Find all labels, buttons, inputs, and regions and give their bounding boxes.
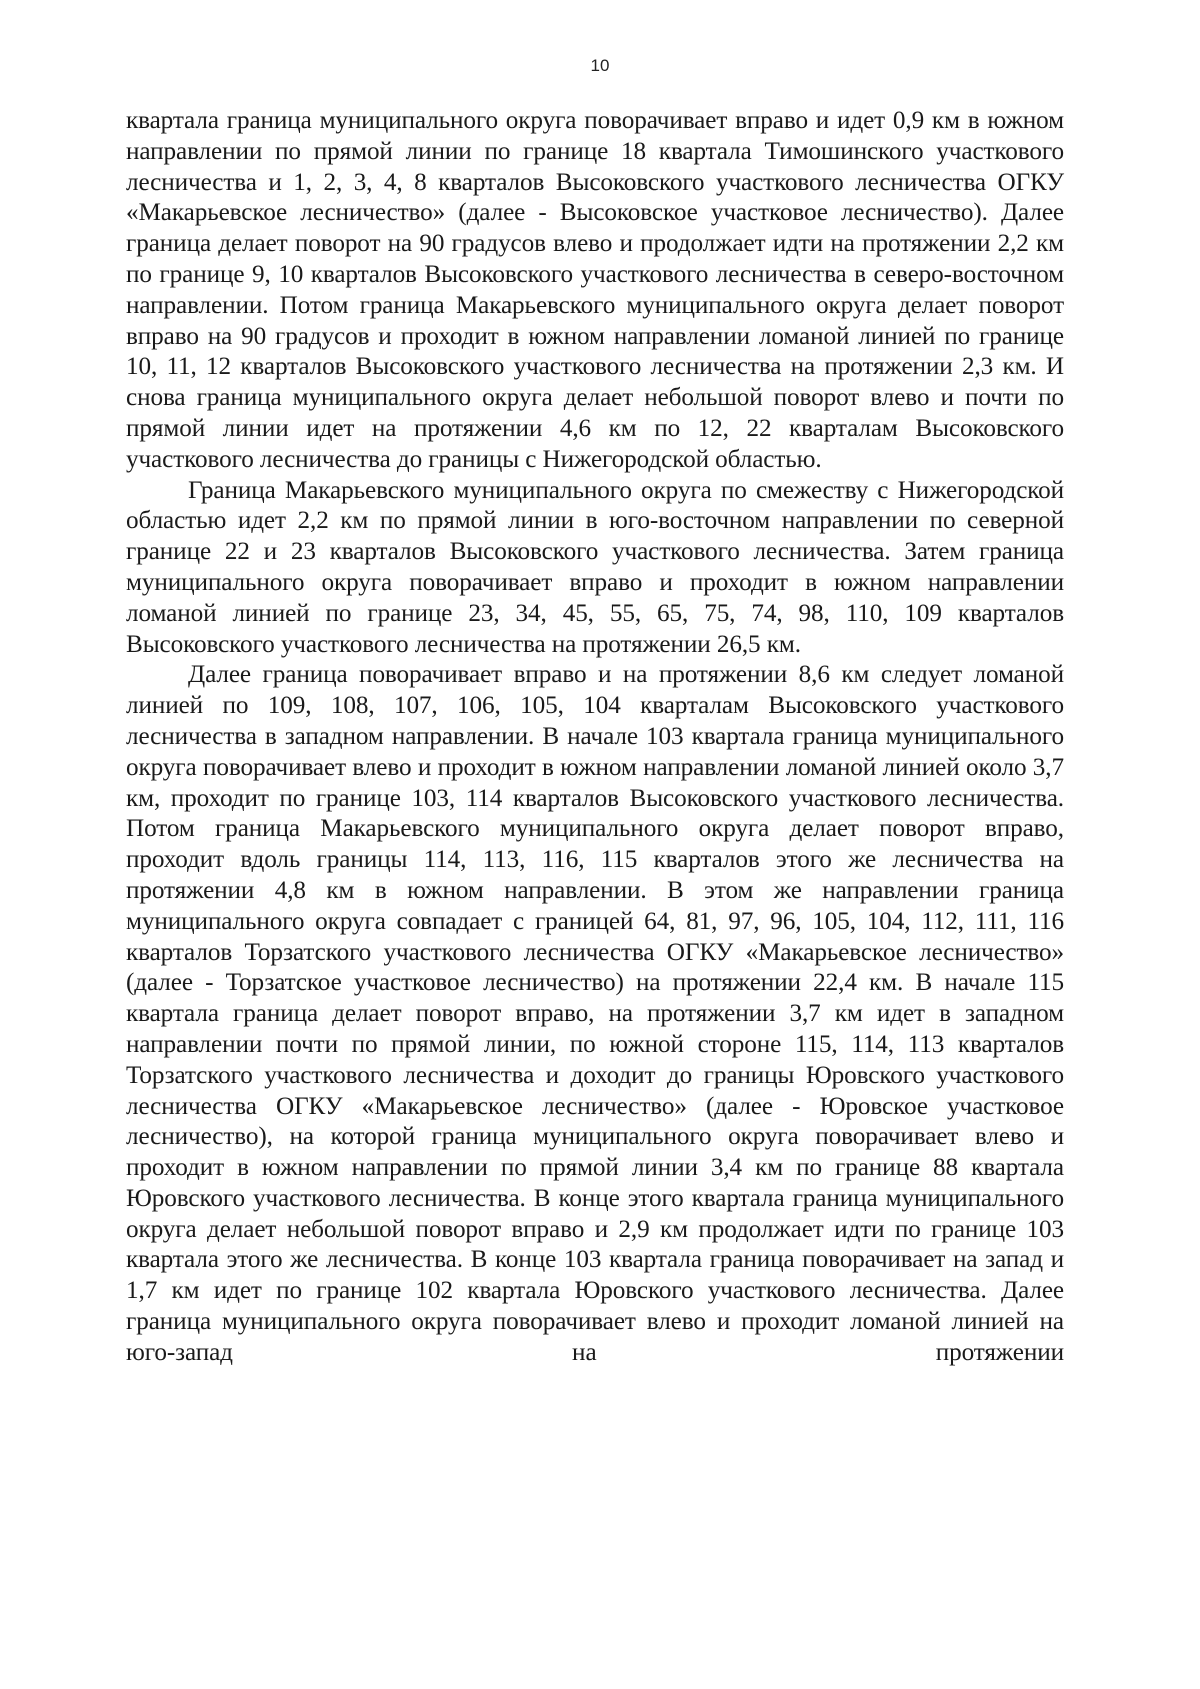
- page-number: 10: [590, 56, 610, 75]
- paragraph-2: Граница Макарьевского муниципального округа по смежеству с Нижегородской областью идет 2,2 км по прямой линии в юго-восточном направлении по северной границе 22 и 23 кварталов Высоковского участкового лесничества. Затем граница муниципального округа поворачивает вправо и проходит в южном направлении ломаной линией по границе 23, 34, 45, 55, 65, 75, 74, 98, 110, 109 кварталов Высоковского участкового лесничества на протяжении 26,5 км.: [126, 476, 1064, 658]
- paragraph-1: квартала граница муниципального округа поворачивает вправо и идет 0,9 км в южном направлении по прямой линии по границе 18 квартала Тимошинского участкового лесничества и 1, 2, 3, 4, 8 кварталов Высоковского участкового лесничества ОГКУ «Макарьевское лесничество» (далее - Высоковское участковое лесничество). Далее граница делает поворот на 90 градусов влево и продолжает идти на протяжении 2,2 км по границе 9, 10 кварталов Высоковского участкового лесничества в северо-восточном направлении. Потом граница Макарьевского муниципального округа делает поворот вправо на 90 градусов и проходит в южном направлении ломаной линией по границе 10, 11, 12 кварталов Высоковского участкового лесничества на протяжении 2,3 км. И снова граница муниципального округа делает небольшой поворот влево и почти по прямой линии идет на протяжении 4,6 км по 12, 22 кварталам Высоковского участкового лесничества до границы с Нижегородской областью.: [126, 107, 1064, 473]
- paragraph-3: Далее граница поворачивает вправо и на протяжении 8,6 км следует ломаной линией по 109, 108, 107, 106, 105, 104 кварталам Высоковского участкового лесничества в западном направлении. В начале 103 квартала граница муниципального округа поворачивает влево и проходит в южном направлении ломаной линией около 3,7 км, проходит по границе 103, 114 кварталов Высоковского участкового лесничества. Потом граница Макарьевского муниципального округа делает поворот вправо, проходит вдоль границы 114, 113, 116, 115 кварталов этого же лесничества на протяжении 4,8 км в южном направлении. В этом же направлении граница муниципального округа совпадает с границей 64, 81, 97, 96, 105, 104, 112, 111, 116 кварталов Торзатского участкового лесничества ОГКУ «Макарьевское лесничество» (далее - Торзатское участковое лесничество) на протяжении 22,4 км. В начале 115 квартала граница делает поворот вправо, на протяжении 3,7 км идет в западном направлении почти по прямой линии, по южной стороне 115, 114, 113 кварталов Торзатского участкового лесничества и доходит до границы Юровского участкового лесничества ОГКУ «Макарьевское лесничество» (далее - Юровское участковое лесничество), на которой граница муниципального округа поворачивает влево и проходит в южном направлении по прямой линии 3,4 км по границе 88 квартала Юровского участкового лесничества. В конце этого квартала граница муниципального округа делает небольшой поворот вправо и 2,9 км продолжает идти по границе 103 квартала этого же лесничества. В конце 103 квартала граница поворачивает на запад и 1,7 км идет по границе 102 квартала Юровского участкового лесничества. Далее граница муниципального округа поворачивает влево и проходит ломаной линией на юго-запад на протяжении: [126, 661, 1064, 1366]
- body-text: [126, 106, 1064, 1369]
